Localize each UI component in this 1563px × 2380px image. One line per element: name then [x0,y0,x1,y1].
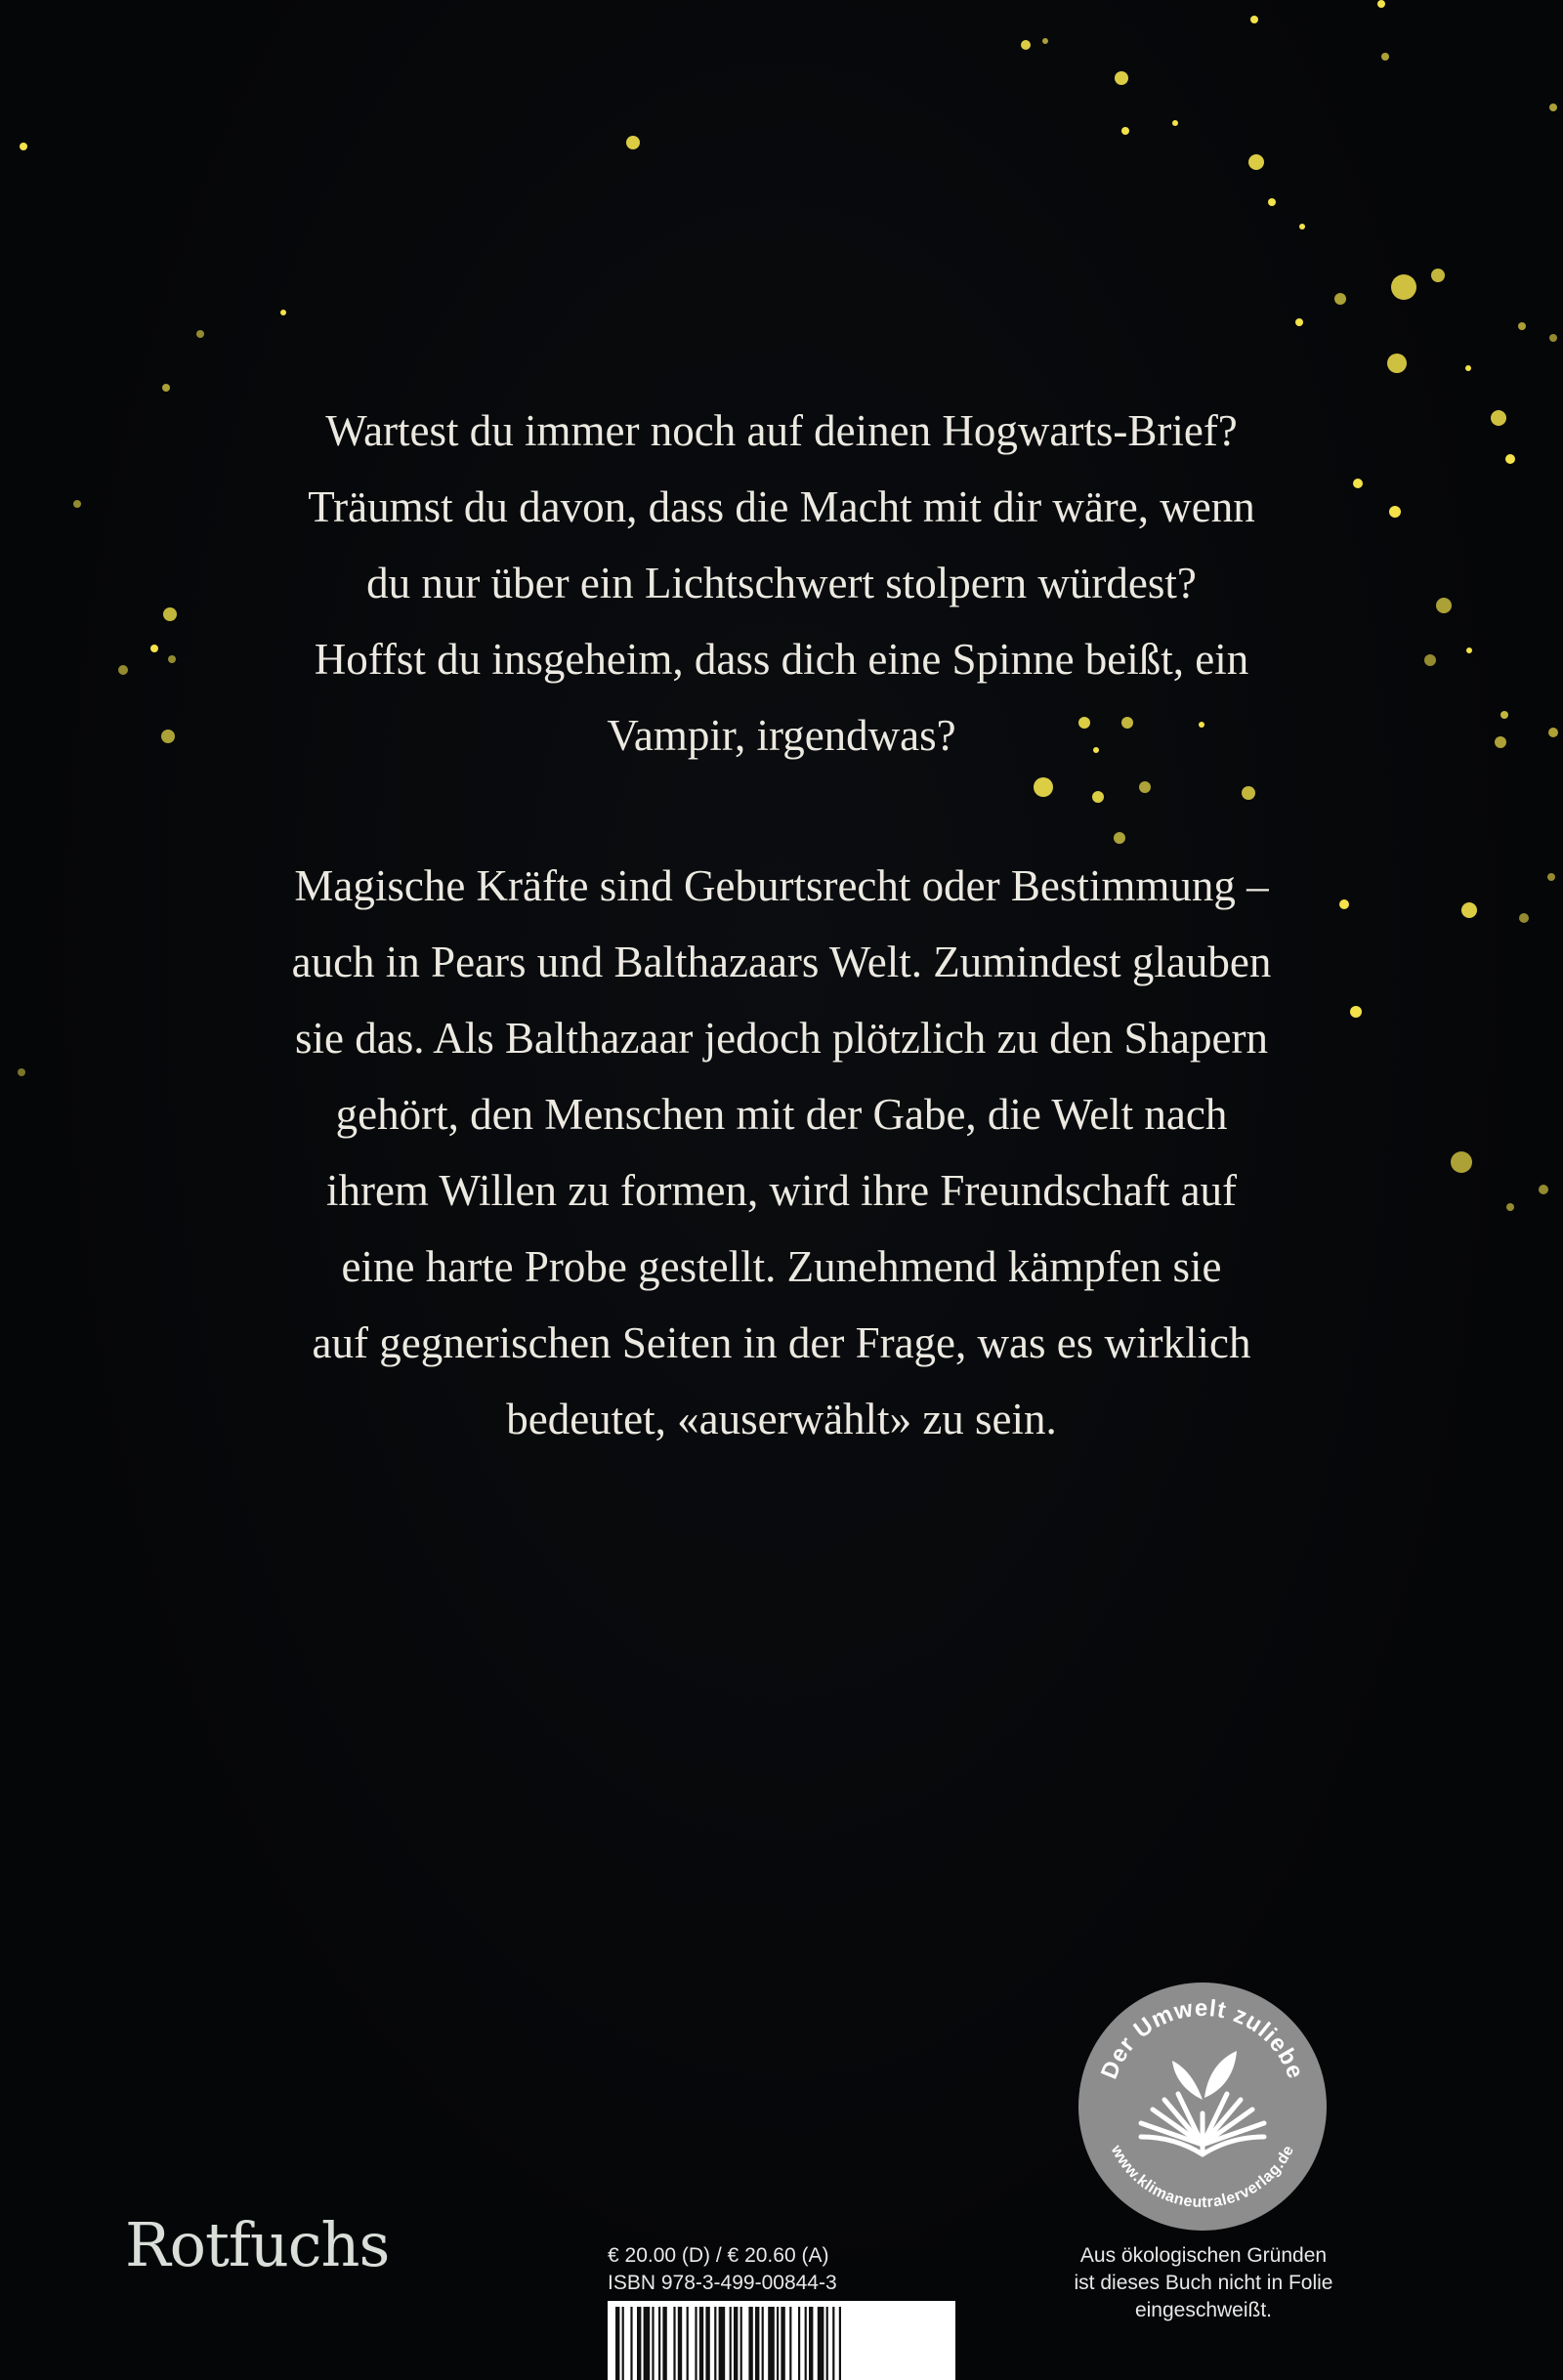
barcode-bar [714,2307,716,2380]
barcode-bar [832,2307,834,2380]
barcode-bar [781,2307,784,2380]
barcode-bar [740,2307,742,2380]
isbn-label: ISBN 978-3-499-00844-3 [608,2272,837,2294]
blurb-line: Träumst du davon, dass die Macht mit dir wäre, wenn [308,482,1255,531]
barcode [608,2301,955,2380]
blurb-line: bedeutet, «auserwählt» zu sein. [506,1395,1057,1443]
barcode-bar [662,2307,666,2380]
barcode-bar [658,2307,660,2380]
barcode-bar [615,2307,619,2380]
barcode-bar [630,2307,632,2380]
blurb-paragraph-1 [195,393,1368,773]
blurb-line: ihrem Willen zu formen, wird ihre Freundschaft auf [325,1166,1238,1215]
badge-ring-top: Der Umwelt zuliebe [1095,1994,1310,2083]
barcode-bar [789,2307,791,2380]
barcode-bar [719,2307,726,2380]
price-isbn-block [608,2242,998,2297]
eco-note [1037,2242,1370,2324]
barcode-bar [678,2307,682,2380]
blurb-line: sie das. Als Balthazaar jedoch plötzlich zu den Shapern [295,1014,1268,1063]
badge-ring-bottom: www.klimaneutralerverlag.de [1107,2142,1298,2212]
barcode-bar [699,2307,703,2380]
barcode-bar [826,2307,828,2380]
blurb-paragraph-2 [195,848,1368,1457]
publisher-logo: Rotfuchs [125,2209,390,2280]
eco-note-line: eingeschweißt. [1134,2299,1273,2321]
blurb-line: Vampir, irgendwas? [607,711,956,760]
barcode-bar [695,2307,697,2380]
blurb-line: Hoffst du insgeheim, dass dich eine Spinne beißt, ein [314,635,1249,684]
blurb-line: gehört, den Menschen mit der Gabe, die Welt nach [335,1090,1228,1139]
barcode-bar [798,2307,800,2380]
barcode-bar [705,2307,709,2380]
blurb-line: auch in Pears und Balthazaars Welt. Zumindest glauben [291,938,1272,986]
barcode-bar [818,2307,824,2380]
barcode-bar [748,2307,752,2380]
barcode-bars [608,2301,955,2380]
barcode-bar [809,2307,813,2380]
blurb-line: Wartest du immer noch auf deinen Hogwarts-Brief? [325,406,1238,455]
barcode-bar [839,2307,841,2380]
barcode-bar [755,2307,759,2380]
blurb-line: eine harte Probe gestellt. Zunehmend kämpfen sie [341,1242,1222,1291]
barcode-bar [777,2307,779,2380]
barcode-bar [637,2307,641,2380]
eco-note-line: ist dieses Buch nicht in Folie [1074,2272,1333,2294]
barcode-bar [762,2307,764,2380]
eco-note-line: Aus ökologischen Gründen [1079,2244,1328,2267]
barcode-bar [768,2307,775,2380]
price-label: € 20.00 (D) / € 20.60 (A) [608,2244,829,2267]
barcode-bar [805,2307,807,2380]
blurb-line: du nur über ein Lichtschwert stolpern würdest? [366,559,1197,607]
barcode-bar [622,2307,624,2380]
barcode-bar [734,2307,738,2380]
barcode-bar [652,2307,654,2380]
barcode-bar [687,2307,689,2380]
blurb-line: Magische Kräfte sind Geburtsrecht oder Bestimmung – [294,861,1269,910]
eco-badge [1077,1981,1329,2233]
barcode-bar [644,2307,651,2380]
blurb-line: auf gegnerischen Seiten in der Frage, was es wirklich [312,1318,1251,1367]
barcode-bar [673,2307,675,2380]
barcode-bar [730,2307,732,2380]
